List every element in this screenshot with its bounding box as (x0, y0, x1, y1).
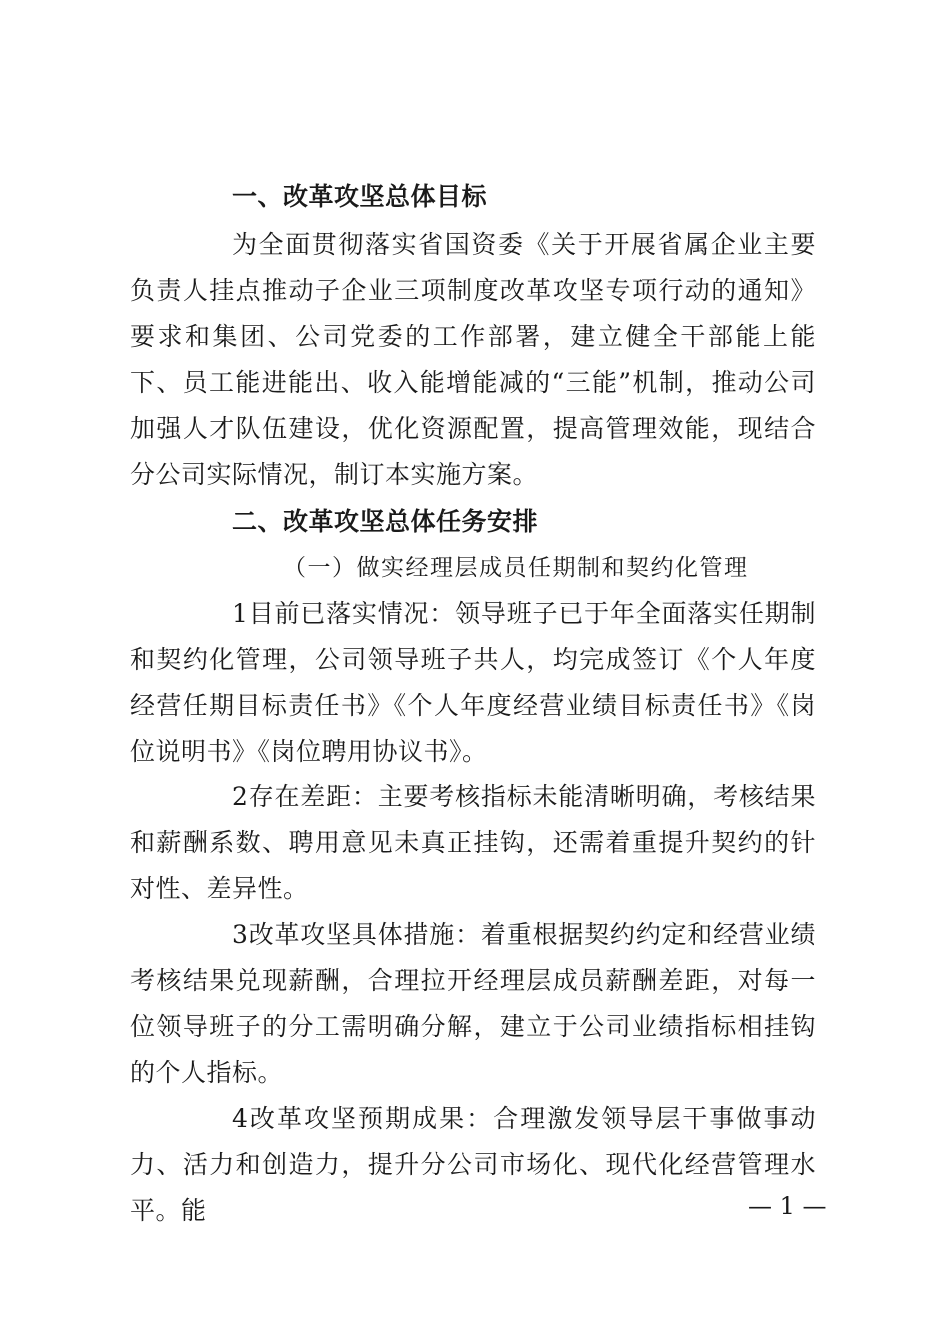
paragraph-item-3: 3改革攻坚具体措施：着重根据契约约定和经营业绩考核结果兑现薪酬，合理拉开经理层成员薪酬差距，对每一位领导班子的分工需明确分解，建立于公司业绩指标相挂钩的个人指标。 (130, 920, 816, 1087)
paragraph-item-1: 1目前已落实情况：领导班子已于年全面落实任期制和契约化管理，公司领导班子共人，均完成签订《个人年度经营任期目标责任书》《个人年度经营业绩目标责任书》《岗位说明书》《岗位聘用协议书》。 (130, 599, 816, 766)
subsection-heading-1: （一）做实经理层成员任期制和契约化管理 (283, 555, 749, 581)
paragraph-goal: 为全面贯彻落实省国资委《关于开展省属企业主要负责人挂点推动子企业三项制度改革攻坚专项行动的通知》要求和集团、公司党委的工作部署，建立健全干部能上能下、员工能进能出、收入能增能减的“三能”机制，推动公司加强人才队伍建设，优化资源配置，提高管理效能，现结合分公司实际情况，制订本实施方案。 (130, 230, 816, 489)
section-heading-1: 一、改革攻坚总体目标 (232, 182, 488, 211)
paragraph-item-2: 2存在差距：主要考核指标未能清晰明确，考核结果和薪酬系数、聘用意见未真正挂钩，还需着重提升契约的针对性、差异性。 (130, 782, 816, 903)
page-number: — 1 — (748, 1192, 827, 1220)
section-heading-2: 二、改革攻坚总体任务安排 (232, 507, 539, 536)
paragraph-item-4: 4改革攻坚预期成果：合理激发领导层干事做事动力、活力和创造力，提升分公司市场化、现代化经营管理水平。能 (130, 1104, 816, 1225)
